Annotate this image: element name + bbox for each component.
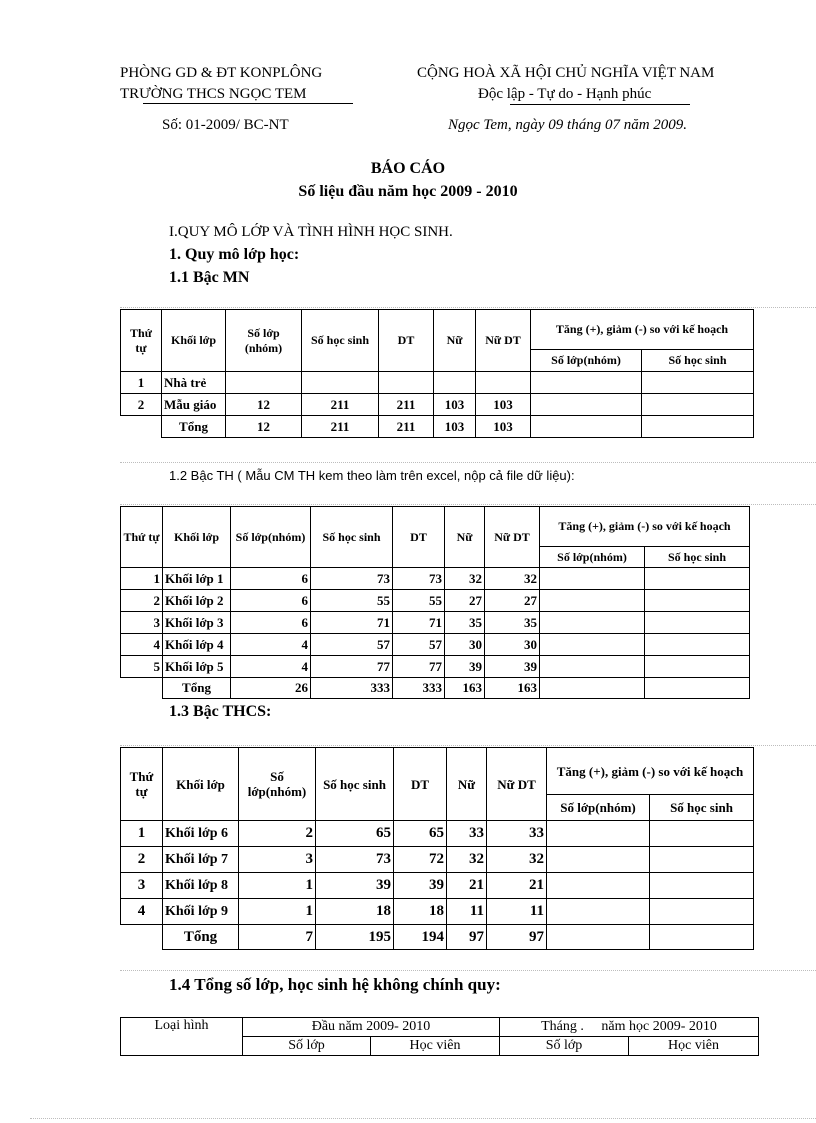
table-cell: Khối lớp 1 [163, 568, 231, 590]
table-cell [434, 372, 476, 394]
table-cell: DT [393, 507, 445, 568]
table-cell: 21 [487, 873, 547, 899]
table-cell: 11 [487, 899, 547, 925]
table-thcs [120, 747, 754, 950]
table-cell: 194 [394, 925, 447, 950]
table-row [121, 612, 750, 634]
table-cell: 211 [379, 416, 434, 438]
grid-line [120, 745, 816, 746]
report-title: BÁO CÁO [370, 160, 446, 177]
table-cell: Khối lớp 3 [163, 612, 231, 634]
table-cell: 103 [434, 394, 476, 416]
table-cell: 4 [231, 634, 311, 656]
table-total-row [121, 416, 754, 438]
table-cell: 57 [311, 634, 393, 656]
table-cell [645, 590, 750, 612]
table-cell: 65 [394, 821, 447, 847]
table-cell [642, 394, 754, 416]
header-hoc-vien-1: Học viên [371, 1037, 500, 1056]
table-cell: 39 [316, 873, 394, 899]
table-cell: 18 [316, 899, 394, 925]
header-so-lop-2: Số lớp [500, 1037, 629, 1056]
table-cell: 2 [239, 821, 316, 847]
table-cell: Khối lớp [163, 748, 239, 821]
table-cell: 3 [121, 873, 163, 899]
table-cell: 32 [485, 568, 540, 590]
table-cell: 12 [226, 416, 302, 438]
section-heading-mn: 1.1 Bậc MN [169, 269, 250, 286]
table-cell: Nhà trẻ [162, 372, 226, 394]
table-cell [642, 416, 754, 438]
table-cell: 57 [393, 634, 445, 656]
table-cell: 30 [445, 634, 485, 656]
header-so-lop-1: Số lớp [243, 1037, 371, 1056]
table-cell: Số lớp(nhóm) [239, 748, 316, 821]
table-cell [531, 416, 642, 438]
table-cell: 6 [231, 590, 311, 612]
table-cell: 4 [231, 656, 311, 678]
table-cell [379, 372, 434, 394]
section-heading-kcq: 1.4 Tổng số lớp, học sinh hệ không chính quy: [169, 975, 501, 994]
table-cell: 97 [487, 925, 547, 950]
grid-line [120, 504, 816, 505]
section-heading-thcs: 1.3 Bậc THCS: [169, 703, 272, 720]
table-cell [645, 656, 750, 678]
table-cell: Thứ tự [121, 748, 163, 821]
table-cell [540, 612, 645, 634]
table-cell [540, 568, 645, 590]
table-cell: 2 [121, 847, 163, 873]
table-cell: Nữ DT [485, 507, 540, 568]
section-heading-1-1: 1. Quy mô lớp học: [169, 246, 300, 263]
table-total-row [121, 925, 754, 950]
table-cell: 103 [434, 416, 476, 438]
table-cell: Khối lớp 7 [163, 847, 239, 873]
table-cell [645, 612, 750, 634]
table-cell [540, 634, 645, 656]
table-cell: 4 [121, 899, 163, 925]
table-cell: Số học sinh [650, 795, 754, 821]
country-name: CỘNG HOÀ XÃ HỘI CHỦ NGHĨA VIỆT NAM [417, 65, 715, 81]
table-cell [547, 925, 650, 950]
table-cell: Khối lớp 5 [163, 656, 231, 678]
table-cell: 1 [239, 873, 316, 899]
header-hoc-vien-2: Học viên [629, 1037, 759, 1056]
table-row [121, 847, 754, 873]
table-cell: 2 [121, 394, 162, 416]
table-cell: Nữ [447, 748, 487, 821]
table-cell: Khối lớp 2 [163, 590, 231, 612]
table-cell: Tổng [163, 925, 239, 950]
table-cell [531, 372, 642, 394]
table-cell [121, 678, 163, 699]
table-cell [547, 899, 650, 925]
table-cell [645, 678, 750, 699]
table-cell: 1 [121, 568, 163, 590]
table-cell: 163 [485, 678, 540, 699]
table-cell: Nữ DT [487, 748, 547, 821]
table-cell [302, 372, 379, 394]
table-cell [540, 590, 645, 612]
header-stt: Thứ tự [121, 310, 162, 372]
table-cell: 4 [121, 634, 163, 656]
document-number: Số: 01-2009/ BC-NT [162, 117, 289, 133]
section-heading-th: 1.2 Bậc TH ( Mẫu CM TH kem theo làm trên excel, nộp cả file dữ liệu): [169, 468, 575, 483]
table-cell: Số học sinh [316, 748, 394, 821]
table-cell [476, 372, 531, 394]
table-cell: 27 [485, 590, 540, 612]
table-cell: 3 [239, 847, 316, 873]
table-total-row [121, 678, 750, 699]
table-mn [120, 309, 754, 438]
table-cell: Tăng (+), giảm (-) so với kế hoạch [547, 748, 754, 795]
table-cell [226, 372, 302, 394]
table-cell: 18 [394, 899, 447, 925]
header-khoi: Khối lớp [162, 310, 226, 372]
table-cell: 72 [394, 847, 447, 873]
table-cell: 97 [447, 925, 487, 950]
table-cell: 65 [316, 821, 394, 847]
table-cell: 39 [485, 656, 540, 678]
table-cell [650, 847, 754, 873]
table-cell: 1 [121, 372, 162, 394]
table-cell: Mẫu giáo [162, 394, 226, 416]
table-cell [121, 416, 162, 438]
table-cell: 77 [393, 656, 445, 678]
grid-line [120, 307, 816, 308]
table-cell: 333 [393, 678, 445, 699]
grid-line [120, 970, 816, 971]
table-cell: 3 [121, 612, 163, 634]
table-cell: Khối lớp [163, 507, 231, 568]
table-cell: 30 [485, 634, 540, 656]
table-cell: 6 [231, 568, 311, 590]
table-cell: 6 [231, 612, 311, 634]
table-cell: 35 [445, 612, 485, 634]
table-cell: 195 [316, 925, 394, 950]
table-cell: 39 [394, 873, 447, 899]
table-cell [540, 656, 645, 678]
school-underline [143, 103, 353, 104]
table-cell: 73 [393, 568, 445, 590]
table-cell: Khối lớp 8 [163, 873, 239, 899]
place-date: Ngọc Tem, ngày 09 tháng 07 năm 2009. [448, 117, 688, 133]
department-name: PHÒNG GD & ĐT KONPLÔNG [120, 65, 323, 81]
table-cell: 103 [476, 416, 531, 438]
header-so-hs: Số học sinh [302, 310, 379, 372]
table-row [121, 873, 754, 899]
table-th [120, 506, 750, 699]
table-cell: 12 [226, 394, 302, 416]
motto: Độc lập - Tự do - Hạnh phúc [478, 86, 652, 102]
table-cell: 71 [393, 612, 445, 634]
header-so-lop: Số lớp (nhóm) [226, 310, 302, 372]
table-cell: 211 [379, 394, 434, 416]
table-cell: 55 [393, 590, 445, 612]
table-cell [645, 568, 750, 590]
section-heading-1: I.QUY MÔ LỚP VÀ TÌNH HÌNH HỌC SINH. [169, 224, 453, 240]
table-cell: 11 [447, 899, 487, 925]
table-cell: Tổng [162, 416, 226, 438]
table-cell [645, 634, 750, 656]
table-cell: 39 [445, 656, 485, 678]
table-cell: Số lớp(nhóm) [540, 547, 645, 568]
table-cell: 77 [311, 656, 393, 678]
table-cell: 21 [447, 873, 487, 899]
table-row [121, 590, 750, 612]
motto-underline [510, 104, 690, 105]
header-nu-dt: Nữ DT [476, 310, 531, 372]
table-cell: 333 [311, 678, 393, 699]
table-row [121, 821, 754, 847]
table-cell: 211 [302, 394, 379, 416]
table-cell: Khối lớp 9 [163, 899, 239, 925]
table-cell: 32 [487, 847, 547, 873]
header-loai-hinh: Loại hình [121, 1018, 243, 1056]
table-cell: 33 [447, 821, 487, 847]
report-subtitle: Số liệu đầu năm học 2009 - 2010 [298, 183, 518, 200]
table-cell [547, 847, 650, 873]
table-cell: Số học sinh [645, 547, 750, 568]
table-row [121, 656, 750, 678]
table-cell [650, 899, 754, 925]
table-cell: Khối lớp 4 [163, 634, 231, 656]
grid-line [30, 1118, 816, 1119]
header-tang-giam: Tăng (+), giảm (-) so với kế hoạch [531, 310, 754, 350]
table-cell: 163 [445, 678, 485, 699]
table-cell: Nữ [445, 507, 485, 568]
table-cell: Thứ tự [121, 507, 163, 568]
table-cell: 26 [231, 678, 311, 699]
table-cell: Số học sinh [311, 507, 393, 568]
table-cell: 33 [487, 821, 547, 847]
table-cell: 55 [311, 590, 393, 612]
table-cell [642, 372, 754, 394]
header-nu: Nữ [434, 310, 476, 372]
table-row [121, 372, 754, 394]
table-row [121, 899, 754, 925]
table-row [121, 394, 754, 416]
header-sub-hs: Số học sinh [642, 350, 754, 372]
table-cell [531, 394, 642, 416]
table-cell: 71 [311, 612, 393, 634]
table-cell [121, 925, 163, 950]
table-cell [540, 678, 645, 699]
table-cell [650, 925, 754, 950]
grid-line [120, 462, 816, 463]
school-name: TRƯỜNG THCS NGỌC TEM [120, 86, 307, 102]
table-cell: Tăng (+), giảm (-) so với kế hoạch [540, 507, 750, 547]
table-cell: 32 [447, 847, 487, 873]
table-cell: 7 [239, 925, 316, 950]
table-cell [650, 821, 754, 847]
table-cell [547, 873, 650, 899]
table-cell: 35 [485, 612, 540, 634]
header-dt: DT [379, 310, 434, 372]
table-cell [547, 821, 650, 847]
header-sub-lop: Số lớp(nhóm) [531, 350, 642, 372]
table-cell: 1 [121, 821, 163, 847]
table-cell: 27 [445, 590, 485, 612]
table-cell: 103 [476, 394, 531, 416]
header-dau-nam: Đầu năm 2009- 2010 [243, 1018, 500, 1037]
header-thang: Tháng . năm học 2009- 2010 [500, 1018, 759, 1037]
table-cell: 211 [302, 416, 379, 438]
table-cell: Tổng [163, 678, 231, 699]
table-cell: DT [394, 748, 447, 821]
table-cell: 1 [239, 899, 316, 925]
table-kcq [120, 1017, 759, 1056]
table-cell: 73 [311, 568, 393, 590]
table-row [121, 568, 750, 590]
table-cell: 5 [121, 656, 163, 678]
table-cell [650, 873, 754, 899]
table-cell: Khối lớp 6 [163, 821, 239, 847]
table-cell: 73 [316, 847, 394, 873]
table-row [121, 634, 750, 656]
table-cell: 32 [445, 568, 485, 590]
table-cell: 2 [121, 590, 163, 612]
table-cell: Số lớp(nhóm) [547, 795, 650, 821]
table-cell: Số lớp(nhóm) [231, 507, 311, 568]
